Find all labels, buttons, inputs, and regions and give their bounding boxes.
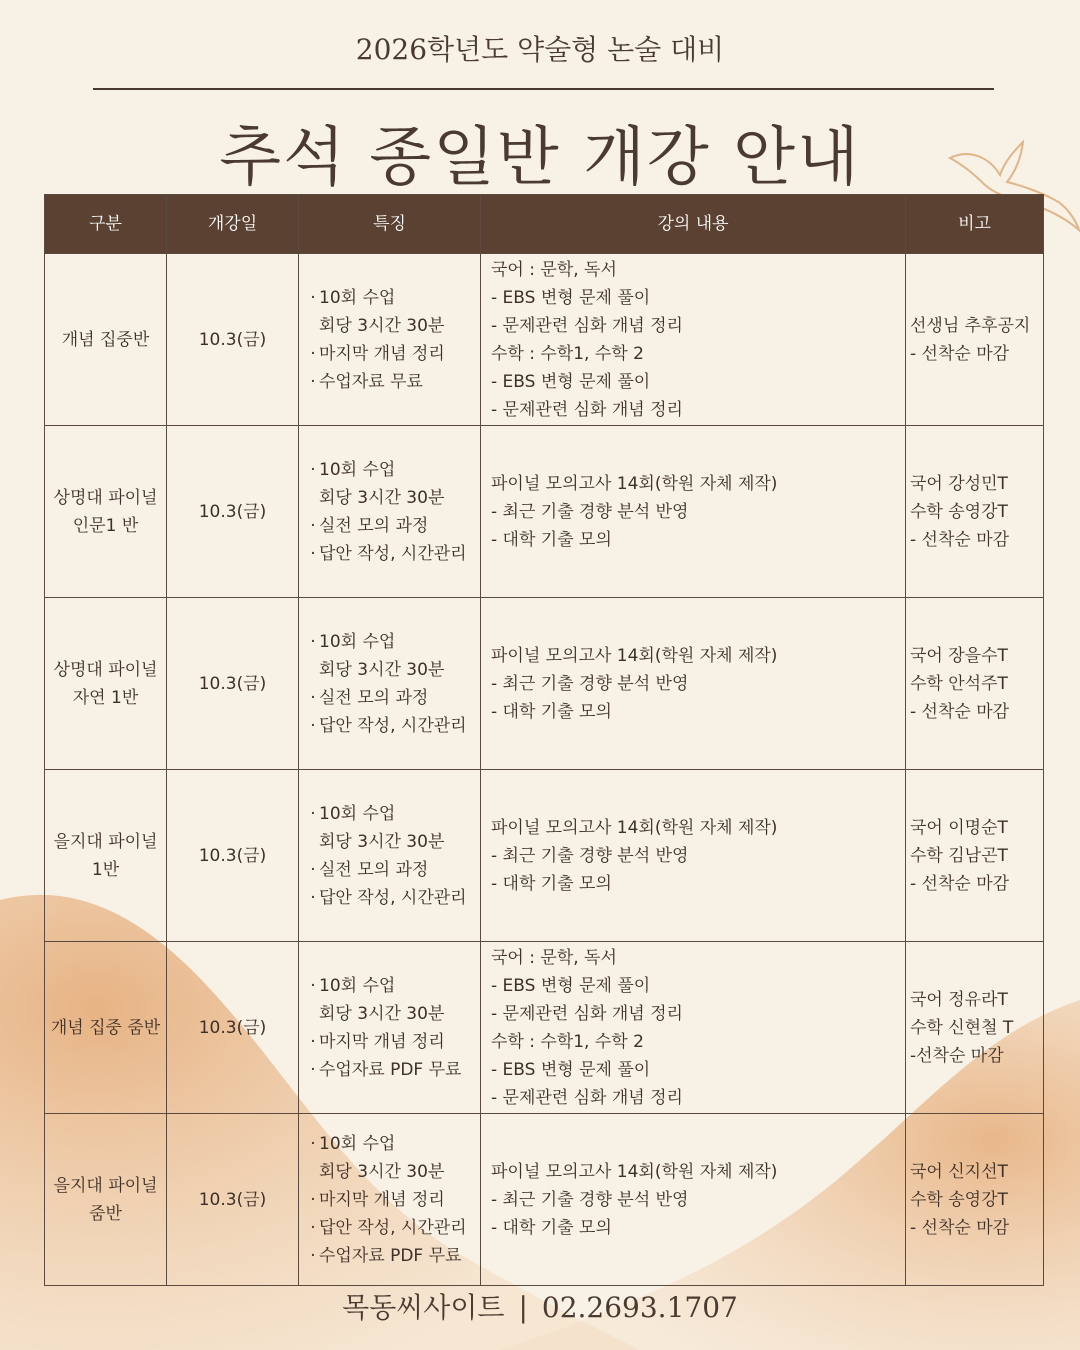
row-note <box>906 426 1044 598</box>
content-line: 수학 : 수학1, 수학 2 <box>491 343 644 364</box>
feature-item <box>307 712 479 740</box>
bullet-icon: · <box>310 515 316 536</box>
row-start-date: 10.3(금) <box>167 770 299 942</box>
feature-text: 회당 3시간 30분 <box>319 659 445 680</box>
feature-text: 마지막 개념 정리 <box>319 1189 445 1210</box>
bullet-icon: · <box>310 1031 316 1052</box>
content-line: - 대학 기출 모의 <box>491 701 612 722</box>
schedule-table <box>44 194 1044 1286</box>
content-line: - 최근 기출 경향 분석 반영 <box>491 1189 689 1210</box>
category-line: 을지대 파이널 <box>53 831 158 852</box>
feature-text: 10회 수업 <box>319 803 396 824</box>
row-note <box>906 770 1044 942</box>
note-line: 국어 강성민T <box>910 473 1008 494</box>
category-line: 개념 집중반 <box>61 329 150 350</box>
feature-item <box>307 800 479 828</box>
feature-item <box>307 1158 479 1186</box>
feature-text: 10회 수업 <box>319 975 396 996</box>
note-line: - 선착순 마감 <box>910 701 1010 722</box>
table-row <box>45 1114 1044 1286</box>
feature-text: 마지막 개념 정리 <box>319 343 445 364</box>
bullet-icon: · <box>310 803 316 824</box>
content-line: 국어 : 문학, 독서 <box>491 259 617 280</box>
bullet-icon: · <box>310 287 316 308</box>
header-note: 비고 <box>906 195 1044 254</box>
bullet-icon: · <box>310 459 316 480</box>
content-line: 국어 : 문학, 독서 <box>491 947 617 968</box>
note-line: -선착순 마감 <box>910 1045 1004 1066</box>
feature-item <box>307 456 479 484</box>
category-line: 줌반 <box>89 1203 122 1224</box>
bullet-icon: · <box>310 859 316 880</box>
row-content <box>481 598 906 770</box>
feature-item <box>307 1242 479 1270</box>
content-line: - EBS 변형 문제 풀이 <box>491 1059 651 1080</box>
row-content <box>481 426 906 598</box>
feature-text: 실전 모의 과정 <box>319 515 429 536</box>
row-features <box>299 1114 481 1286</box>
row-note <box>906 1114 1044 1286</box>
row-category <box>45 1114 167 1286</box>
table-header-row <box>45 195 1044 254</box>
category-line: 자연 1반 <box>72 687 139 708</box>
content-line: - EBS 변형 문제 풀이 <box>491 371 651 392</box>
note-line: 국어 정유라T <box>910 989 1008 1010</box>
feature-item <box>307 1056 479 1084</box>
row-category <box>45 254 167 426</box>
feature-text: 10회 수업 <box>319 631 396 652</box>
feature-item <box>307 284 479 312</box>
note-line: 수학 김남곤T <box>910 845 1008 866</box>
bullet-icon: · <box>310 1059 316 1080</box>
row-features <box>299 942 481 1114</box>
feature-text: 10회 수업 <box>319 1133 396 1154</box>
category-line: 을지대 파이널 <box>53 1175 158 1196</box>
feature-item <box>307 1186 479 1214</box>
table-row <box>45 598 1044 770</box>
bullet-icon: · <box>310 1245 316 1266</box>
row-start-date: 10.3(금) <box>167 254 299 426</box>
bullet-icon: · <box>310 887 316 908</box>
content-line: - EBS 변형 문제 풀이 <box>491 975 651 996</box>
feature-text: 회당 3시간 30분 <box>319 831 445 852</box>
content-line: - 문제관련 심화 개념 정리 <box>491 399 683 420</box>
row-start-date: 10.3(금) <box>167 598 299 770</box>
row-category <box>45 426 167 598</box>
feature-item <box>307 856 479 884</box>
page-title: 추석 종일반 개강 안내 <box>219 121 861 195</box>
row-features <box>299 426 481 598</box>
feature-text: 수업자료 PDF 무료 <box>319 1245 462 1266</box>
footer-name: 목동씨사이트 <box>342 1291 505 1324</box>
feature-text: 수업자료 PDF 무료 <box>319 1059 462 1080</box>
row-note <box>906 942 1044 1114</box>
subtitle: 2026학년도 약술형 논술 대비 <box>355 33 725 66</box>
content-line: - 최근 기출 경향 분석 반영 <box>491 501 689 522</box>
feature-item <box>307 684 479 712</box>
table-row <box>45 942 1044 1114</box>
bullet-icon: · <box>310 371 316 392</box>
content-line: 파이널 모의고사 14회(학원 자체 제작) <box>491 1161 778 1182</box>
bullet-icon: · <box>310 687 316 708</box>
category-line: 상명대 파이널 <box>53 659 158 680</box>
feature-item <box>307 312 479 340</box>
feature-item <box>307 340 479 368</box>
table-row <box>45 254 1044 426</box>
footer-separator: | <box>518 1291 528 1324</box>
bullet-icon: · <box>310 1133 316 1154</box>
content-line: - 대학 기출 모의 <box>491 873 612 894</box>
note-line: 선생님 추후공지 <box>910 315 1031 336</box>
note-line: - 선착순 마감 <box>910 529 1010 550</box>
feature-text: 10회 수업 <box>319 459 396 480</box>
row-start-date: 10.3(금) <box>167 1114 299 1286</box>
bullet-icon: · <box>310 975 316 996</box>
bullet-icon: · <box>310 1189 316 1210</box>
table-row <box>45 770 1044 942</box>
note-line: 국어 신지선T <box>910 1161 1008 1182</box>
row-content <box>481 942 906 1114</box>
feature-text: 회당 3시간 30분 <box>319 1003 445 1024</box>
feature-text: 답안 작성, 시간관리 <box>319 715 467 736</box>
content-line: 수학 : 수학1, 수학 2 <box>491 1031 644 1052</box>
table-row <box>45 426 1044 598</box>
row-features <box>299 598 481 770</box>
feature-text: 답안 작성, 시간관리 <box>319 1217 467 1238</box>
row-features <box>299 254 481 426</box>
bullet-icon: · <box>310 543 316 564</box>
bullet-icon: · <box>310 715 316 736</box>
bullet-icon: · <box>310 631 316 652</box>
feature-item <box>307 1214 479 1242</box>
header-features: 특징 <box>299 195 481 254</box>
row-start-date: 10.3(금) <box>167 942 299 1114</box>
feature-item <box>307 1000 479 1028</box>
row-content <box>481 1114 906 1286</box>
feature-item <box>307 484 479 512</box>
feature-text: 회당 3시간 30분 <box>319 315 445 336</box>
feature-item <box>307 884 479 912</box>
header-divider <box>93 88 994 90</box>
bullet-icon: · <box>310 343 316 364</box>
feature-item <box>307 1130 479 1158</box>
content-line: 파이널 모의고사 14회(학원 자체 제작) <box>491 645 778 666</box>
content-line: - 대학 기출 모의 <box>491 1217 612 1238</box>
content-line: - 최근 기출 경향 분석 반영 <box>491 673 689 694</box>
feature-text: 답안 작성, 시간관리 <box>319 543 467 564</box>
note-line: 수학 송영강T <box>910 501 1008 522</box>
content-line: - 문제관련 심화 개념 정리 <box>491 1087 683 1108</box>
feature-item <box>307 628 479 656</box>
note-line: 수학 송영강T <box>910 1189 1008 1210</box>
header-start-date: 개강일 <box>167 195 299 254</box>
bullet-icon: · <box>310 1217 316 1238</box>
note-line: - 선착순 마감 <box>910 873 1010 894</box>
feature-item <box>307 656 479 684</box>
content-line: 파이널 모의고사 14회(학원 자체 제작) <box>491 473 778 494</box>
feature-text: 10회 수업 <box>319 287 396 308</box>
feature-text: 마지막 개념 정리 <box>319 1031 445 1052</box>
note-line: 수학 안석주T <box>910 673 1008 694</box>
header-content: 강의 내용 <box>481 195 906 254</box>
row-features <box>299 770 481 942</box>
feature-item <box>307 512 479 540</box>
content-line: - EBS 변형 문제 풀이 <box>491 287 651 308</box>
feature-text: 답안 작성, 시간관리 <box>319 887 467 908</box>
footer-contact <box>0 1286 1080 1326</box>
category-line: 인문1 반 <box>72 515 139 536</box>
row-category <box>45 598 167 770</box>
row-start-date: 10.3(금) <box>167 426 299 598</box>
footer-phone: 02.2693.1707 <box>541 1291 738 1324</box>
feature-item <box>307 828 479 856</box>
content-line: - 최근 기출 경향 분석 반영 <box>491 845 689 866</box>
row-note <box>906 254 1044 426</box>
feature-text: 회당 3시간 30분 <box>319 487 445 508</box>
content-line: - 문제관련 심화 개념 정리 <box>491 1003 683 1024</box>
note-line: - 선착순 마감 <box>910 1217 1010 1238</box>
note-line: 수학 신현철 T <box>910 1017 1014 1038</box>
row-content <box>481 770 906 942</box>
note-line: - 선착순 마감 <box>910 343 1010 364</box>
feature-text: 회당 3시간 30분 <box>319 1161 445 1182</box>
category-line: 상명대 파이널 <box>53 487 158 508</box>
content-line: - 문제관련 심화 개념 정리 <box>491 315 683 336</box>
feature-item <box>307 540 479 568</box>
note-line: 국어 장을수T <box>910 645 1008 666</box>
note-line: 국어 이명순T <box>910 817 1008 838</box>
row-content <box>481 254 906 426</box>
row-category <box>45 942 167 1114</box>
feature-text: 실전 모의 과정 <box>319 859 429 880</box>
feature-text: 수업자료 무료 <box>319 371 423 392</box>
category-line: 개념 집중 줌반 <box>50 1017 161 1038</box>
feature-text: 실전 모의 과정 <box>319 687 429 708</box>
header-category: 구분 <box>45 195 167 254</box>
row-category <box>45 770 167 942</box>
content-line: 파이널 모의고사 14회(학원 자체 제작) <box>491 817 778 838</box>
feature-item <box>307 972 479 1000</box>
row-note <box>906 598 1044 770</box>
content-line: - 대학 기출 모의 <box>491 529 612 550</box>
feature-item <box>307 368 479 396</box>
category-line: 1반 <box>91 859 120 880</box>
feature-item <box>307 1028 479 1056</box>
